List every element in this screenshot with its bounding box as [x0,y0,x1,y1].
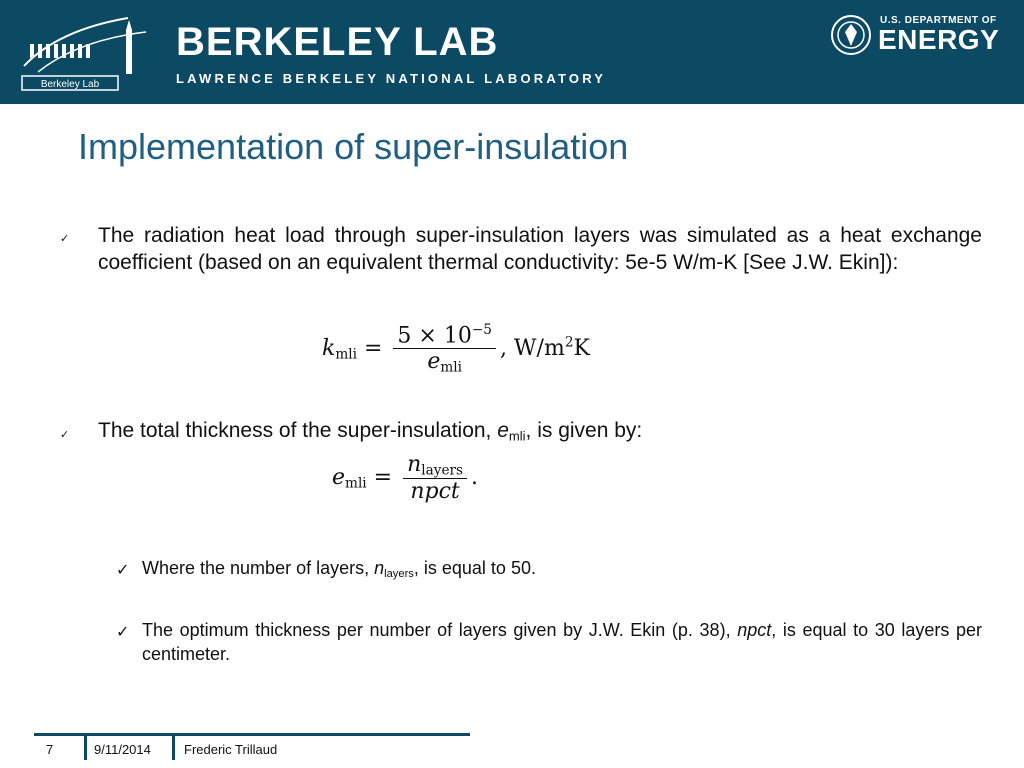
sub-bullet-number-of-layers: Where the number of layers, $n_{layers}$, is equal to 50. [142,558,536,580]
doe-seal-icon [830,14,872,56]
bullet-total-thickness: The total thickness of the super-insulation, $e_{mli}$, is given by: [98,419,643,444]
page-number: 7 [46,742,54,757]
checkmark-icon: ✓ [116,622,130,641]
checkmark-icon: ✓ [116,560,130,579]
equation-e-mli: $e_{mli}$ = $\frac{n_{layers}}{\text{npct}}$ . [332,452,479,505]
slide-title: Implementation of super-insulation [78,126,629,167]
logo-caption: Berkeley Lab [40,79,100,90]
equation-k-mli: $k_{mli}$ = $\frac{5 \times 10^{-5}}{e_{mli}}$ , $W/m^2K$ [322,322,590,376]
header-banner [0,0,1024,104]
sub-bullet-optimum-thickness: The optimum thickness per number of layers given by J.W. Ekin (p. 38), npct, is equal to 30 layers per centimeter. [142,620,982,664]
footer-author: Frederic Trillaud [184,742,278,757]
footer-divider [172,736,175,760]
footer-divider [84,736,87,760]
doe-energy-label: ENERGY [878,24,1000,55]
checkmark-icon: ✓ [60,232,70,245]
checkmark-icon: ✓ [60,428,70,441]
doe-department-label: U.S. DEPARTMENT OF [880,15,997,26]
berkeley-lab-logo [18,10,158,94]
lab-subtitle: LAWRENCE BERKELEY NATIONAL LABORATORY [176,71,607,86]
footer-rule [34,733,470,736]
lab-title: BERKELEY LAB [176,20,499,64]
footer-date: 9/11/2014 [94,742,151,757]
bullet-radiation-heat-load: The radiation heat load through super-insulation layers was simulated as a heat exchange coefficient (based on an equivalent thermal conductivity: 5e-5 W/m-K [See J.W. Ekin]): [98,224,982,274]
